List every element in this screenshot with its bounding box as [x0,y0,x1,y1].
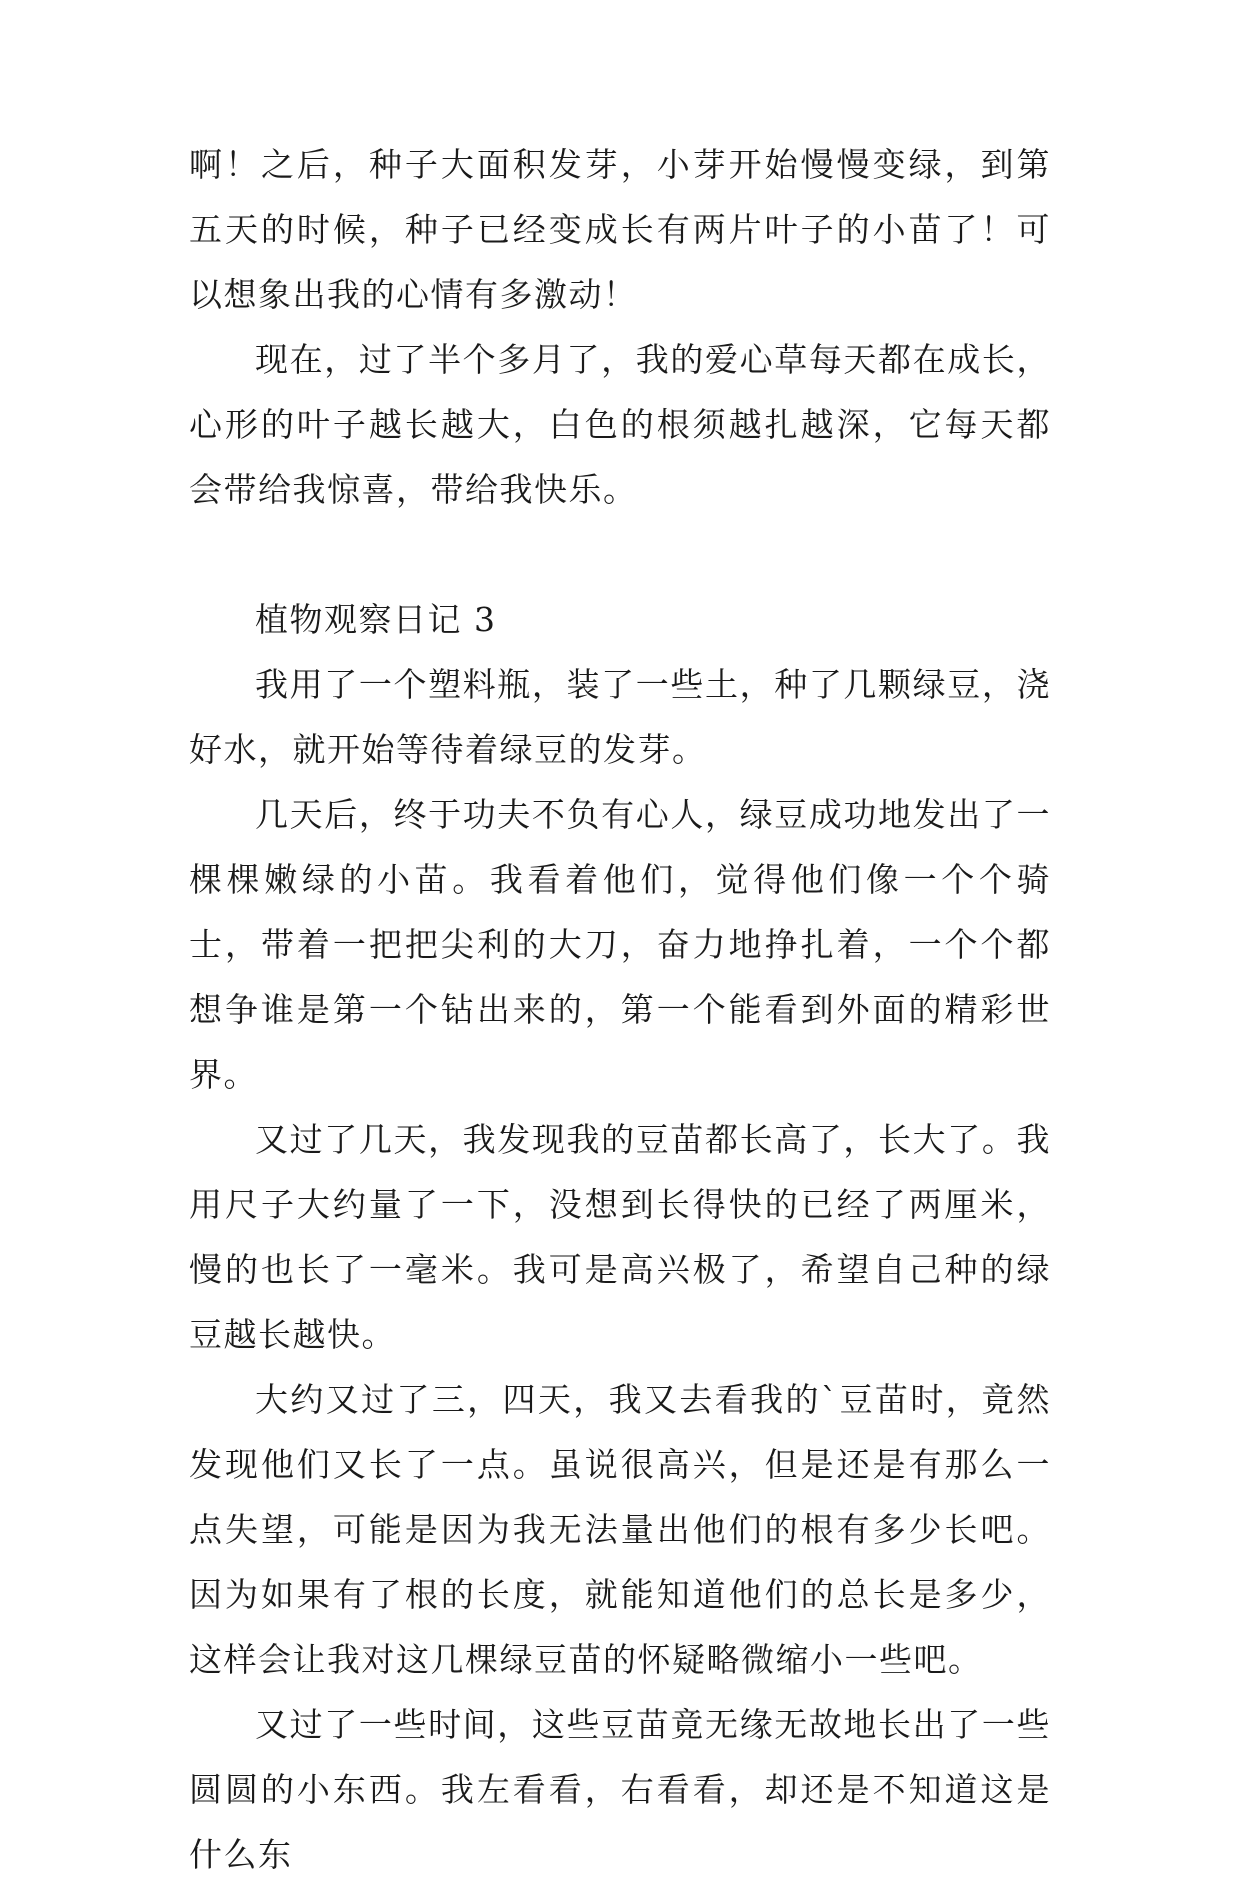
paragraph: 现在，过了半个多月了，我的爱心草每天都在成长，心形的叶子越长越大，白色的根须越扎越深，它每天都会带给我惊喜，带给我快乐。 [189,340,1051,509]
paragraph: 几天后，终于功夫不负有心人，绿豆成功地发出了一棵棵嫩绿的小苗。我看着他们，觉得他们像一个个骑士，带着一把把尖利的大刀，奋力地挣扎着，一个个都想争谁是第一个钻出来的，第一个能看到外面的精彩世界。 [189,795,1051,1094]
paragraph: 啊！之后，种子大面积发芽，小芽开始慢慢变绿，到第五天的时候，种子已经变成长有两片叶子的小苗了！可以想象出我的心情有多激动！ [189,145,1051,314]
section-title: 植物观察日记 3 [255,600,497,639]
paragraph: 又过了一些时间，这些豆苗竟无缘无故地长出了一些圆圆的小东西。我左看看，右看看，却还是不知道这是什么东 [189,1705,1051,1874]
paragraph: 又过了几天，我发现我的豆苗都长高了，长大了。我用尺子大约量了一下，没想到长得快的已经了两厘米，慢的也长了一毫米。我可是高兴极了，希望自己种的绿豆越长越快。 [189,1120,1051,1354]
text-column [189,132,1051,1887]
paragraph: 大约又过了三，四天，我又去看我的`豆苗时，竟然发现他们又长了一点。虽说很高兴，但是还是有那么一点失望，可能是因为我无法量出他们的根有多少长吧。因为如果有了根的长度，就能知道他们的总长是多少，这样会让我对这几棵绿豆苗的怀疑略微缩小一些吧。 [189,1380,1051,1679]
paragraph: 我用了一个塑料瓶，装了一些土，种了几颗绿豆，浇好水，就开始等待着绿豆的发芽。 [189,665,1051,769]
